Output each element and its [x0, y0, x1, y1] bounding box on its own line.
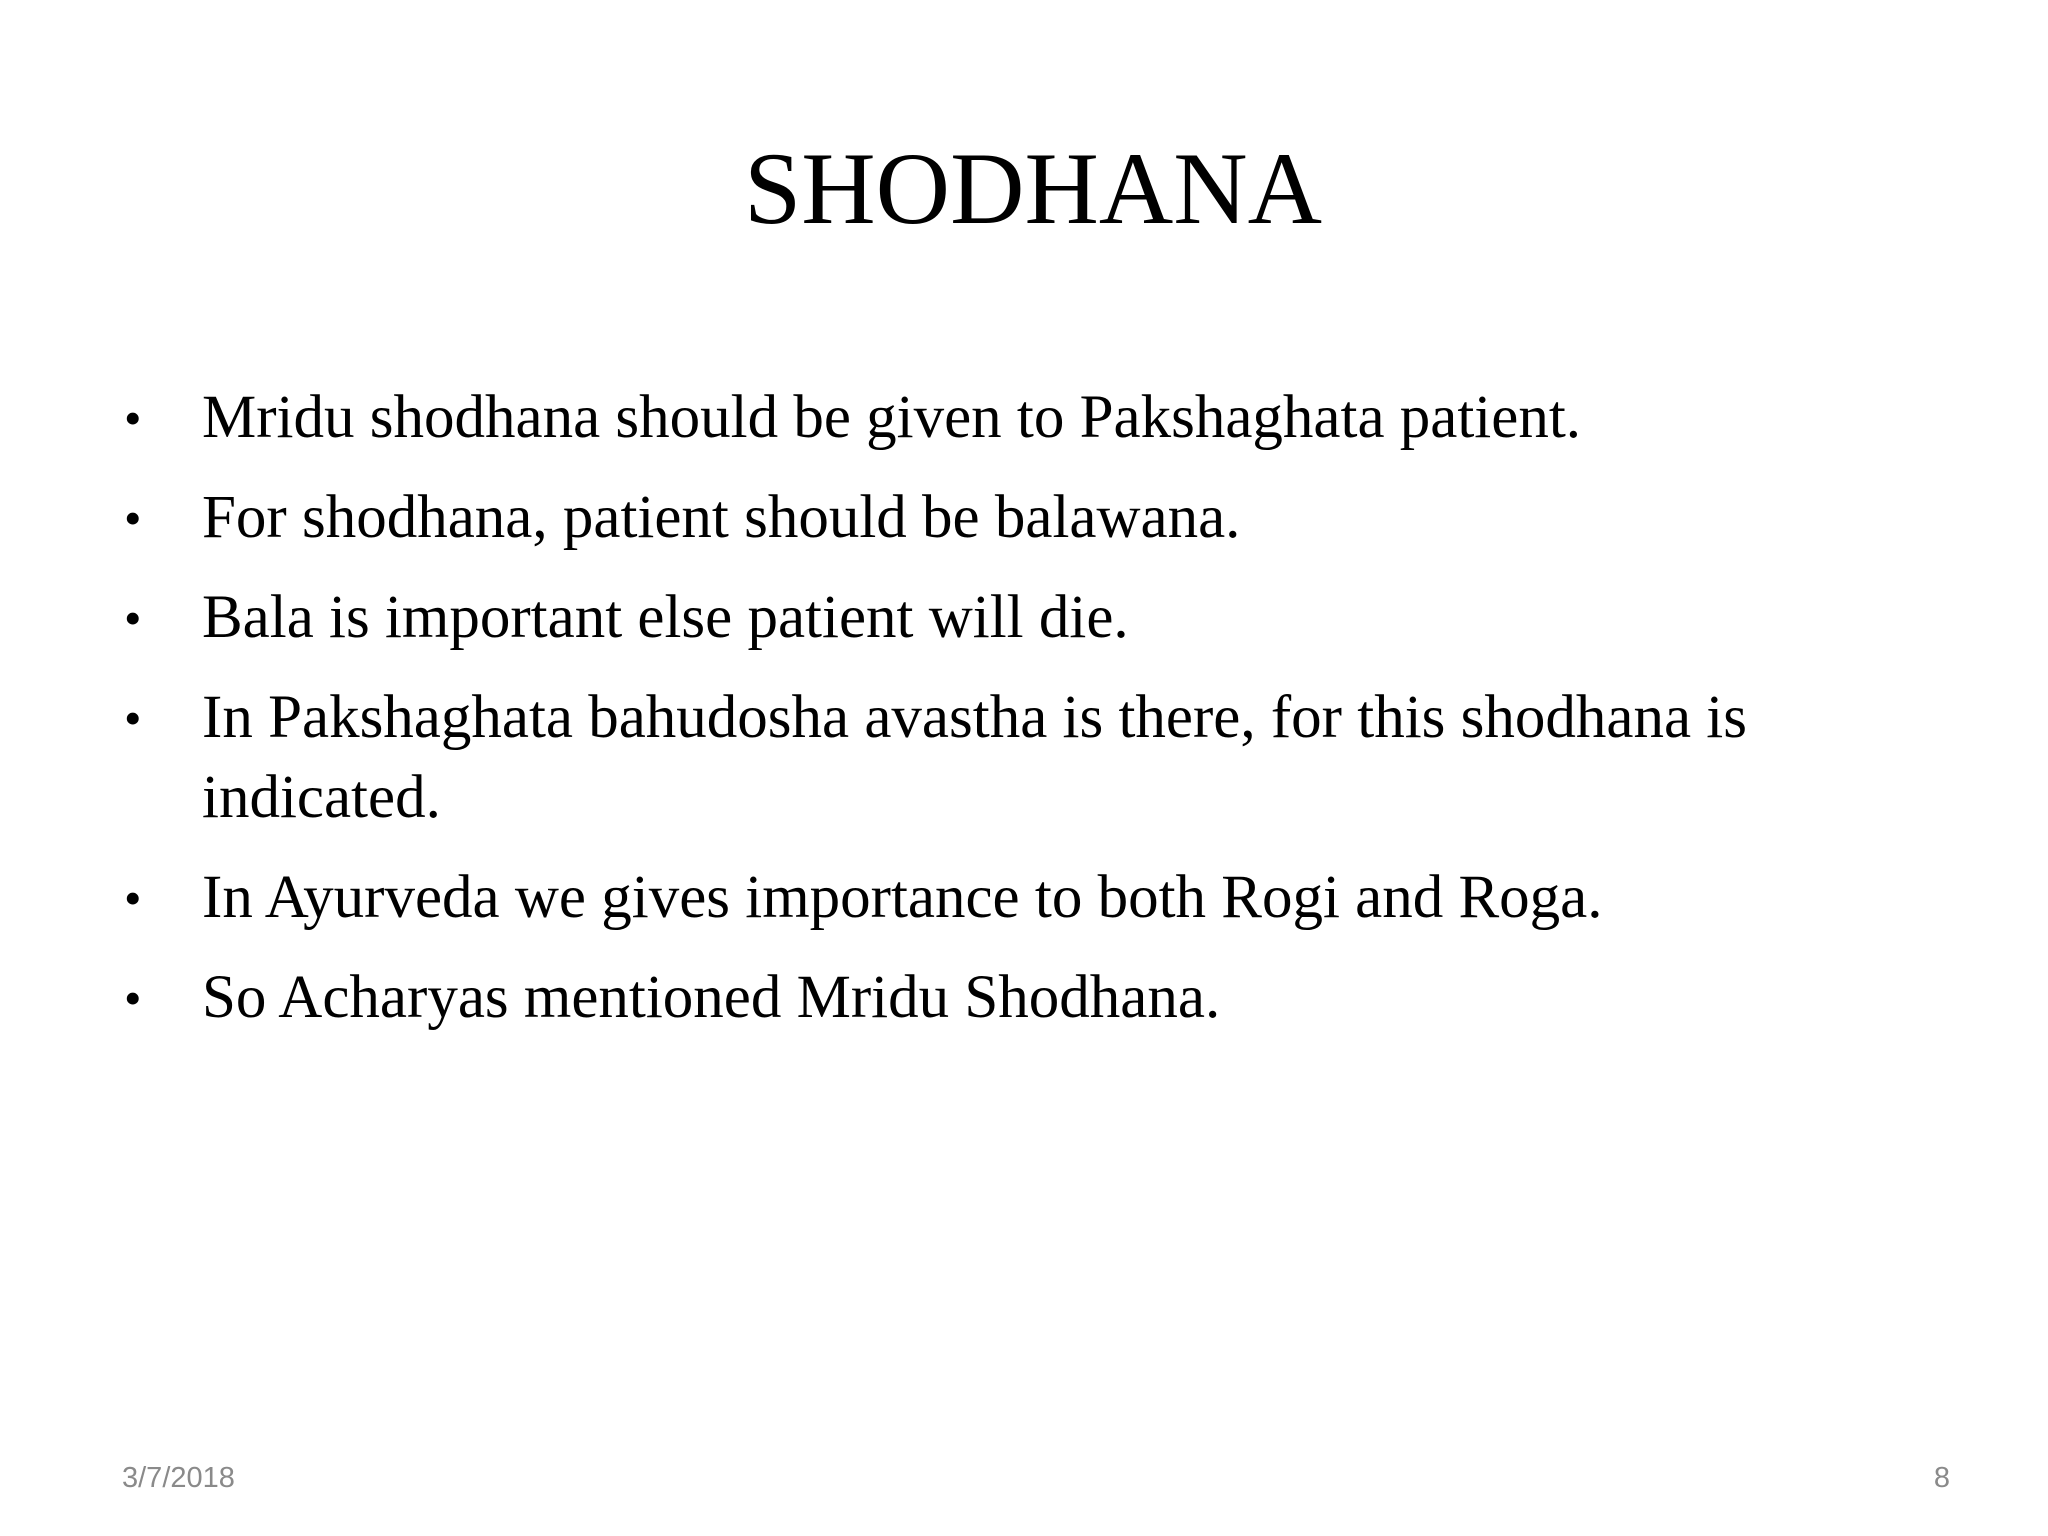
bullet-text: Mridu shodhana should be given to Pakshaghata patient.	[202, 384, 1582, 451]
bullet-icon: •	[124, 490, 142, 546]
bullet-text: In Pakshaghata bahudosha avastha is there, for this shodhana is indicated.	[202, 684, 1747, 831]
bullet-icon: •	[124, 390, 142, 446]
bullet-icon: •	[124, 590, 142, 646]
list-item	[120, 958, 1940, 1038]
bullet-text: For shodhana, patient should be balawana.	[202, 484, 1241, 551]
bullet-icon: •	[124, 690, 142, 746]
bullet-text: In Ayurveda we gives importance to both Rogi and Roga.	[202, 864, 1603, 931]
list-item	[120, 678, 1940, 838]
list-item	[120, 478, 1940, 558]
bullet-list	[120, 378, 1940, 1058]
footer-date: 3/7/2018	[122, 1462, 235, 1494]
bullet-text: So Acharyas mentioned Mridu Shodhana.	[202, 964, 1221, 1031]
list-item	[120, 578, 1940, 658]
bullet-text: Bala is important else patient will die.	[202, 584, 1129, 651]
bullet-icon: •	[124, 870, 142, 926]
list-item	[120, 378, 1940, 458]
page-number: 8	[1933, 1462, 1950, 1494]
bullet-icon: •	[124, 970, 142, 1026]
slide-title: SHODHANA	[744, 132, 1322, 246]
list-item	[120, 858, 1940, 938]
